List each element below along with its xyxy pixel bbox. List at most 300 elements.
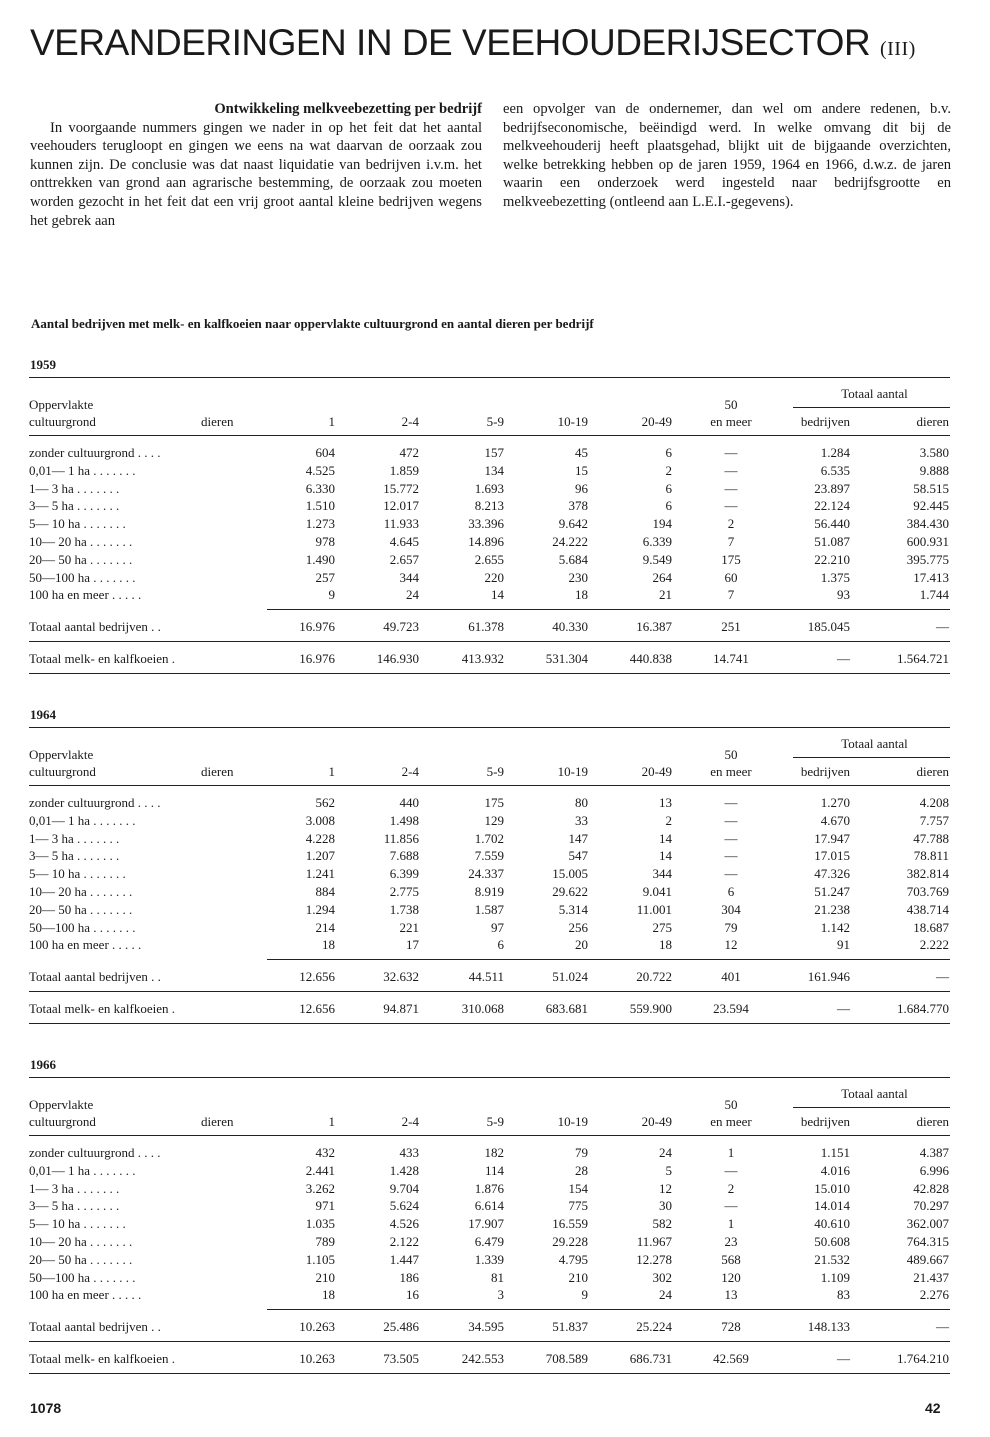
table-cell: 14 bbox=[659, 830, 672, 846]
totals-cell: 683.681 bbox=[545, 1001, 588, 1016]
table-cell: 6.479 bbox=[474, 1234, 504, 1249]
totals-cell: — bbox=[936, 969, 949, 984]
table-cell: 221 bbox=[399, 919, 419, 935]
table-cell: 29.622 bbox=[552, 884, 588, 899]
totals-cell: 42.569 bbox=[713, 1351, 749, 1366]
year-table-1966 bbox=[29, 1053, 950, 1393]
table-cell: 1.702 bbox=[474, 830, 504, 846]
table-cell: 93 bbox=[837, 587, 850, 603]
table-cell: 120 bbox=[721, 1269, 741, 1285]
table-cell: 4.016 bbox=[820, 1162, 850, 1178]
totals-cell: — bbox=[936, 619, 949, 634]
intro-right-column bbox=[503, 100, 951, 212]
table-cell: 51.087 bbox=[814, 534, 850, 549]
table-cell: 433 bbox=[399, 1145, 419, 1160]
row-label: 1— 3 ha . . . . . . . bbox=[29, 1180, 120, 1196]
table-cell: 12 bbox=[659, 1180, 672, 1196]
table-cell: 18.687 bbox=[913, 919, 949, 935]
page-number-right: 42 bbox=[925, 1400, 941, 1416]
table-cell: 472 bbox=[399, 445, 419, 460]
totals-cell: 12.656 bbox=[299, 1001, 335, 1016]
table-cell: 1.273 bbox=[305, 516, 335, 532]
table-cell: 210 bbox=[568, 1269, 588, 1285]
year-label: 1959 bbox=[30, 357, 56, 372]
table-cell: 4.525 bbox=[305, 462, 335, 478]
row-label: 0,01— 1 ha . . . . . . . bbox=[29, 1162, 136, 1178]
totals-cell: 14.741 bbox=[713, 651, 749, 666]
rule-mid-totals bbox=[29, 991, 950, 992]
rule-totaal bbox=[793, 1107, 950, 1108]
totals-cell: 242.553 bbox=[461, 1351, 504, 1366]
table-cell: — bbox=[724, 480, 738, 496]
rule-top bbox=[29, 727, 950, 728]
totals-cell: — bbox=[837, 1001, 850, 1016]
page-number-left: 1078 bbox=[30, 1400, 62, 1416]
rule-bottom bbox=[29, 1023, 950, 1024]
header-50: 50 bbox=[724, 747, 738, 762]
year-table-1959 bbox=[29, 353, 950, 693]
table-cell: 33 bbox=[575, 812, 588, 828]
header-50: 50 bbox=[724, 397, 738, 412]
table-cell: 568 bbox=[721, 1251, 741, 1267]
table-cell: 2.222 bbox=[919, 937, 949, 953]
header-oppervlakte: Oppervlakte bbox=[29, 397, 94, 412]
totals-cell: 440.838 bbox=[629, 651, 672, 666]
table-cell: 7 bbox=[727, 587, 735, 603]
totals-cell: 251 bbox=[721, 619, 741, 634]
table-cell: 15.772 bbox=[383, 480, 419, 496]
table-cell: 2.775 bbox=[389, 884, 419, 899]
totals-cell: 94.871 bbox=[383, 1001, 419, 1016]
table-cell: 344 bbox=[399, 569, 419, 585]
table-cell: 147 bbox=[568, 830, 588, 846]
totals-cell: 10.263 bbox=[299, 1351, 335, 1366]
table-cell: 432 bbox=[315, 1145, 335, 1160]
table-cell: 6 bbox=[727, 884, 735, 899]
table-cell: 18 bbox=[575, 587, 588, 603]
row-label: 100 ha en meer . . . . . bbox=[29, 937, 142, 953]
totals-cell: 1.764.210 bbox=[897, 1351, 949, 1366]
table-cell: 15 bbox=[575, 462, 588, 478]
header-oppervlakte: Oppervlakte bbox=[29, 1097, 94, 1112]
table-cell: 1.498 bbox=[389, 812, 419, 828]
table-cell: 13 bbox=[724, 1287, 738, 1303]
header-50: 50 bbox=[724, 1097, 738, 1112]
table-cell: 92.445 bbox=[913, 498, 949, 514]
header-col-2-4: 2-4 bbox=[401, 764, 419, 779]
totals-cell: 16.387 bbox=[636, 619, 672, 634]
rule-header bbox=[29, 435, 950, 436]
row-label: 0,01— 1 ha . . . . . . . bbox=[29, 812, 136, 828]
header-col-1: 1 bbox=[328, 764, 335, 779]
table-cell: 9 bbox=[328, 587, 335, 603]
table-cell: 83 bbox=[837, 1287, 850, 1303]
header-dieren: dieren bbox=[201, 1114, 234, 1129]
header-dieren-totaal: dieren bbox=[916, 414, 949, 429]
table-cell: 2.441 bbox=[305, 1162, 335, 1178]
table-cell: 6 bbox=[497, 937, 504, 953]
table-cell: 562 bbox=[315, 795, 335, 810]
table-cell: 157 bbox=[484, 445, 504, 460]
row-label: zonder cultuurgrond . . . . bbox=[29, 1145, 161, 1160]
table-cell: 4.670 bbox=[820, 812, 850, 828]
table-cell: 17.413 bbox=[913, 569, 949, 585]
table-cell: 884 bbox=[315, 884, 335, 899]
table-cell: 2 bbox=[665, 462, 672, 478]
table-cell: 22.124 bbox=[814, 498, 850, 514]
totals-cell: 146.930 bbox=[376, 651, 419, 666]
table-cell: 1.035 bbox=[305, 1216, 335, 1232]
table-cell: 134 bbox=[484, 462, 504, 478]
table-cell: 20 bbox=[575, 937, 588, 953]
table-cell: 600.931 bbox=[906, 534, 949, 549]
table-cell: 1.284 bbox=[820, 445, 850, 460]
totals-cell: 61.378 bbox=[468, 619, 504, 634]
totals-cell: 686.731 bbox=[629, 1351, 672, 1366]
table-cell: 582 bbox=[652, 1216, 672, 1232]
table-cell: 1.339 bbox=[474, 1251, 504, 1267]
row-label: 100 ha en meer . . . . . bbox=[29, 587, 142, 603]
table-cell: 604 bbox=[315, 445, 335, 460]
row-label: 50—100 ha . . . . . . . bbox=[29, 569, 136, 585]
table-cell: 15.005 bbox=[552, 866, 588, 882]
table-cell: 50.608 bbox=[814, 1234, 850, 1249]
rule-top bbox=[29, 377, 950, 378]
table-cell: 21 bbox=[659, 587, 672, 603]
table-cell: 70.297 bbox=[913, 1198, 949, 1214]
table-cell: 6 bbox=[665, 445, 672, 460]
table-cell: 17.947 bbox=[814, 830, 850, 846]
totals-cell: 185.045 bbox=[807, 619, 850, 634]
row-label: zonder cultuurgrond . . . . bbox=[29, 445, 161, 460]
row-label: 5— 10 ha . . . . . . . bbox=[29, 1216, 126, 1232]
table-cell: 1.241 bbox=[305, 866, 335, 882]
table-cell: 6.614 bbox=[474, 1198, 504, 1214]
table-cell: — bbox=[724, 462, 738, 478]
totals-cell: 728 bbox=[721, 1319, 741, 1334]
table-cell: 703.769 bbox=[906, 884, 949, 899]
table-cell: 14.896 bbox=[468, 534, 504, 549]
header-col-10-19: 10-19 bbox=[557, 1114, 588, 1129]
table-cell: 58.515 bbox=[913, 480, 949, 496]
table-cell: 1.859 bbox=[389, 462, 419, 478]
table-cell: 47.788 bbox=[913, 830, 949, 846]
table-cell: 15.010 bbox=[814, 1180, 850, 1196]
table-cell: 3.008 bbox=[305, 812, 335, 828]
table-cell: 14.014 bbox=[814, 1198, 850, 1214]
table-cell: 11.856 bbox=[383, 830, 419, 846]
table-cell: 18 bbox=[322, 1287, 335, 1303]
table-cell: 7.688 bbox=[389, 848, 419, 864]
totals-cell: 16.976 bbox=[299, 651, 335, 666]
totals-bedrijven-label: Totaal aantal bedrijven . . bbox=[29, 1319, 161, 1334]
table-cell: 362.007 bbox=[906, 1216, 949, 1232]
page-title bbox=[30, 22, 916, 64]
table-cell: — bbox=[724, 795, 738, 810]
table-cell: 6 bbox=[665, 480, 672, 496]
table-cell: 2 bbox=[727, 516, 735, 532]
table-cell: 1.490 bbox=[305, 551, 335, 567]
totals-cell: 1.564.721 bbox=[897, 651, 949, 666]
header-en-meer: en meer bbox=[710, 764, 752, 779]
table-cell: 175 bbox=[721, 551, 741, 567]
table-cell: 2.657 bbox=[389, 551, 419, 567]
table-cell: 2.655 bbox=[474, 551, 504, 567]
table-cell: 18 bbox=[659, 937, 672, 953]
rule-bottom bbox=[29, 673, 950, 674]
table-cell: 214 bbox=[315, 919, 335, 935]
totals-cell: 401 bbox=[721, 969, 741, 984]
table-cell: 1.142 bbox=[820, 919, 850, 935]
table-cell: 1 bbox=[727, 1145, 735, 1160]
table-cell: 395.775 bbox=[906, 551, 949, 567]
table-cell: 21.437 bbox=[913, 1269, 949, 1285]
table-cell: 22.210 bbox=[814, 551, 850, 567]
table-cell: 220 bbox=[484, 569, 504, 585]
table-cell: 378 bbox=[568, 498, 588, 514]
totals-cell: 51.024 bbox=[552, 969, 588, 984]
table-cell: 18 bbox=[322, 937, 335, 953]
table-cell: 23 bbox=[724, 1234, 738, 1249]
table-cell: 80 bbox=[575, 795, 588, 810]
table-cell: 40.610 bbox=[814, 1216, 850, 1232]
header-dieren: dieren bbox=[201, 764, 234, 779]
table-cell: 9.041 bbox=[642, 884, 672, 899]
table-cell: — bbox=[724, 1198, 738, 1214]
totals-cell: 25.224 bbox=[636, 1319, 672, 1334]
table-cell: 4.387 bbox=[919, 1145, 949, 1160]
table-cell: 438.714 bbox=[906, 901, 949, 917]
table-cell: 4.645 bbox=[389, 534, 419, 549]
totals-cell: 40.330 bbox=[552, 619, 588, 634]
table-cell: 24 bbox=[406, 587, 419, 603]
header-col-2-4: 2-4 bbox=[401, 1114, 419, 1129]
totals-cell: — bbox=[936, 1319, 949, 1334]
header-dieren-totaal: dieren bbox=[916, 764, 949, 779]
intro-heading: Ontwikkeling melkveebezetting per bedrijf bbox=[214, 101, 482, 117]
year-table-1964 bbox=[29, 703, 950, 1043]
totals-cell: 23.594 bbox=[713, 1001, 749, 1016]
table-cell: 302 bbox=[652, 1269, 672, 1285]
table-cell: 24 bbox=[659, 1145, 672, 1160]
table-cell: 304 bbox=[721, 901, 741, 917]
rule-mid-totals bbox=[29, 641, 950, 642]
header-col-20-49: 20-49 bbox=[641, 1114, 672, 1129]
table-cell: 1.270 bbox=[820, 795, 850, 810]
header-col-5-9: 5-9 bbox=[486, 1114, 504, 1129]
table-cell: — bbox=[724, 830, 738, 846]
header-cultuurgrond: cultuurgrond bbox=[29, 1114, 96, 1129]
totals-cell: 559.900 bbox=[629, 1001, 672, 1016]
table-cell: 175 bbox=[484, 795, 504, 810]
header-totaal-aantal: Totaal aantal bbox=[841, 1086, 908, 1101]
totals-cell: — bbox=[837, 1351, 850, 1366]
table-cell: 154 bbox=[568, 1180, 588, 1196]
header-col-10-19: 10-19 bbox=[557, 414, 588, 429]
table-cell: 11.001 bbox=[636, 901, 672, 917]
table-cell: 56.440 bbox=[814, 516, 850, 532]
rule-totals bbox=[267, 1309, 950, 1310]
totals-koeien-label: Totaal melk- en kalfkoeien . bbox=[29, 1351, 176, 1366]
rule-bottom bbox=[29, 1373, 950, 1374]
table-cell: 11.967 bbox=[636, 1234, 672, 1249]
table-cell: 6 bbox=[665, 498, 672, 514]
table-cell: 257 bbox=[315, 569, 335, 585]
table-cell: 5.684 bbox=[558, 551, 588, 567]
table-cell: 9.888 bbox=[919, 462, 949, 478]
row-label: 20— 50 ha . . . . . . . bbox=[29, 1251, 133, 1267]
header-dieren-totaal: dieren bbox=[916, 1114, 949, 1129]
table-cell: 1.744 bbox=[919, 587, 949, 603]
header-en-meer: en meer bbox=[710, 414, 752, 429]
row-label: zonder cultuurgrond . . . . bbox=[29, 795, 161, 810]
table-cell: 5.314 bbox=[558, 901, 588, 917]
totals-cell: 34.595 bbox=[468, 1319, 504, 1334]
intro-left-column bbox=[30, 100, 482, 230]
header-col-20-49: 20-49 bbox=[641, 764, 672, 779]
header-col-1: 1 bbox=[328, 1114, 335, 1129]
totals-cell: 413.932 bbox=[461, 651, 504, 666]
table-cell: 264 bbox=[652, 569, 672, 585]
table-cell: 182 bbox=[484, 1145, 504, 1160]
table-cell: 6.339 bbox=[642, 534, 672, 549]
table-cell: 210 bbox=[315, 1269, 335, 1285]
table-cell: 6.399 bbox=[389, 866, 419, 882]
title-main: VERANDERINGEN IN DE VEEHOUDERIJSECTOR bbox=[30, 22, 871, 63]
rule-totaal bbox=[793, 757, 950, 758]
table-cell: 1.294 bbox=[305, 901, 335, 917]
table-cell: 9.549 bbox=[642, 551, 672, 567]
table-cell: 1.693 bbox=[474, 480, 504, 496]
table-cell: 2.276 bbox=[919, 1287, 949, 1303]
table-cell: 12 bbox=[724, 937, 738, 953]
table-cell: 12.278 bbox=[636, 1251, 672, 1267]
table-cell: — bbox=[724, 866, 738, 882]
table-cell: 489.667 bbox=[906, 1251, 949, 1267]
table-cell: 24 bbox=[659, 1287, 672, 1303]
table-cell: 5 bbox=[665, 1162, 672, 1178]
table-cell: 1.375 bbox=[820, 569, 850, 585]
totals-cell: 708.589 bbox=[545, 1351, 588, 1366]
table-cell: 978 bbox=[315, 534, 335, 549]
header-dieren: dieren bbox=[201, 414, 234, 429]
totals-cell: 16.976 bbox=[299, 619, 335, 634]
table-cell: 256 bbox=[568, 919, 588, 935]
table-cell: 79 bbox=[575, 1145, 588, 1160]
totals-bedrijven-label: Totaal aantal bedrijven . . bbox=[29, 619, 161, 634]
table-cell: 78.811 bbox=[913, 848, 949, 864]
table-cell: 51.247 bbox=[814, 884, 850, 899]
rule-mid-totals bbox=[29, 1341, 950, 1342]
table-cell: 2 bbox=[665, 812, 672, 828]
row-label: 1— 3 ha . . . . . . . bbox=[29, 480, 120, 496]
header-oppervlakte: Oppervlakte bbox=[29, 747, 94, 762]
header-col-1: 1 bbox=[328, 414, 335, 429]
intro-left-text: In voorgaande nummers gingen we nader in op het feit dat het aantal veehouders terugloopt en gingen we eens na wat daarvan de oorzaak zou kunnen zijn. De conclusie was dat naast liquidatie van bedrijven i.v.m. het onttrekken van grond aan agrarische bestemming, de oorzaak zou moeten worden gezocht in het feit dat een vrij groot aantal kleine bedrijven wegens het gebrek aan bbox=[30, 119, 482, 229]
table-cell: 9.704 bbox=[389, 1180, 419, 1196]
year-label: 1964 bbox=[30, 707, 56, 722]
header-cultuurgrond: cultuurgrond bbox=[29, 414, 96, 429]
totals-bedrijven-label: Totaal aantal bedrijven . . bbox=[29, 969, 161, 984]
table-cell: 24.337 bbox=[468, 866, 504, 882]
header-col-10-19: 10-19 bbox=[557, 764, 588, 779]
row-label: 1— 3 ha . . . . . . . bbox=[29, 830, 120, 846]
table-cell: 1.447 bbox=[389, 1251, 419, 1267]
totals-cell: 51.837 bbox=[552, 1319, 588, 1334]
table-title: Aantal bedrijven met melk- en kalfkoeien naar oppervlakte cultuurgrond en aantal dieren per bedrijf bbox=[31, 316, 594, 331]
table-cell: 1.207 bbox=[305, 848, 335, 864]
table-cell: 23.897 bbox=[814, 480, 850, 496]
row-label: 50—100 ha . . . . . . . bbox=[29, 919, 136, 935]
table-cell: 17.015 bbox=[814, 848, 850, 864]
table-cell: 4.526 bbox=[389, 1216, 419, 1232]
table-cell: 29.228 bbox=[552, 1234, 588, 1249]
header-totaal-aantal: Totaal aantal bbox=[841, 386, 908, 401]
totals-cell: 25.486 bbox=[383, 1319, 419, 1334]
rule-top bbox=[29, 1077, 950, 1078]
table-cell: 6.330 bbox=[305, 480, 335, 496]
table-cell: 16 bbox=[406, 1287, 419, 1303]
table-cell: 2 bbox=[727, 1180, 735, 1196]
table-cell: 440 bbox=[399, 795, 419, 810]
totals-koeien-label: Totaal melk- en kalfkoeien . bbox=[29, 651, 176, 666]
table-cell: 7.757 bbox=[919, 812, 949, 828]
rule-header bbox=[29, 785, 950, 786]
row-label: 5— 10 ha . . . . . . . bbox=[29, 866, 126, 882]
table-cell: — bbox=[724, 848, 738, 864]
table-cell: 60 bbox=[724, 569, 738, 585]
table-cell: 1.105 bbox=[305, 1251, 335, 1267]
table-cell: 1.109 bbox=[820, 1269, 850, 1285]
totals-cell: 310.068 bbox=[461, 1001, 504, 1016]
table-cell: 7.559 bbox=[474, 848, 504, 864]
table-cell: 3 bbox=[497, 1287, 504, 1303]
totals-cell: 44.511 bbox=[468, 969, 504, 984]
table-cell: 8.213 bbox=[474, 498, 504, 514]
row-label: 50—100 ha . . . . . . . bbox=[29, 1269, 136, 1285]
table-cell: 129 bbox=[484, 812, 504, 828]
table-cell: 775 bbox=[568, 1198, 588, 1214]
table-cell: 13 bbox=[659, 795, 672, 810]
totals-cell: 12.656 bbox=[299, 969, 335, 984]
table-cell: 45 bbox=[575, 445, 588, 460]
totals-cell: 20.722 bbox=[636, 969, 672, 984]
table-cell: 4.795 bbox=[558, 1251, 588, 1267]
table-cell: 6.996 bbox=[919, 1162, 949, 1178]
table-cell: 81 bbox=[491, 1269, 504, 1285]
table-cell: 547 bbox=[568, 848, 588, 864]
row-label: 3— 5 ha . . . . . . . bbox=[29, 498, 120, 514]
table-cell: 24.222 bbox=[552, 534, 588, 549]
totals-cell: 161.946 bbox=[807, 969, 850, 984]
header-col-2-4: 2-4 bbox=[401, 414, 419, 429]
table-cell: 17.907 bbox=[468, 1216, 504, 1232]
rule-totaal bbox=[793, 407, 950, 408]
table-cell: — bbox=[724, 1162, 738, 1178]
header-en-meer: en meer bbox=[710, 1114, 752, 1129]
table-cell: 1.428 bbox=[389, 1162, 419, 1178]
table-cell: 97 bbox=[491, 919, 504, 935]
totals-cell: — bbox=[837, 651, 850, 666]
row-label: 10— 20 ha . . . . . . . bbox=[29, 534, 133, 549]
rule-totals bbox=[267, 609, 950, 610]
table-cell: 14 bbox=[659, 848, 672, 864]
table-cell: 2.122 bbox=[389, 1234, 419, 1249]
row-label: 3— 5 ha . . . . . . . bbox=[29, 1198, 120, 1214]
header-col-20-49: 20-49 bbox=[641, 414, 672, 429]
table-cell: 230 bbox=[568, 569, 588, 585]
totals-cell: 49.723 bbox=[383, 619, 419, 634]
